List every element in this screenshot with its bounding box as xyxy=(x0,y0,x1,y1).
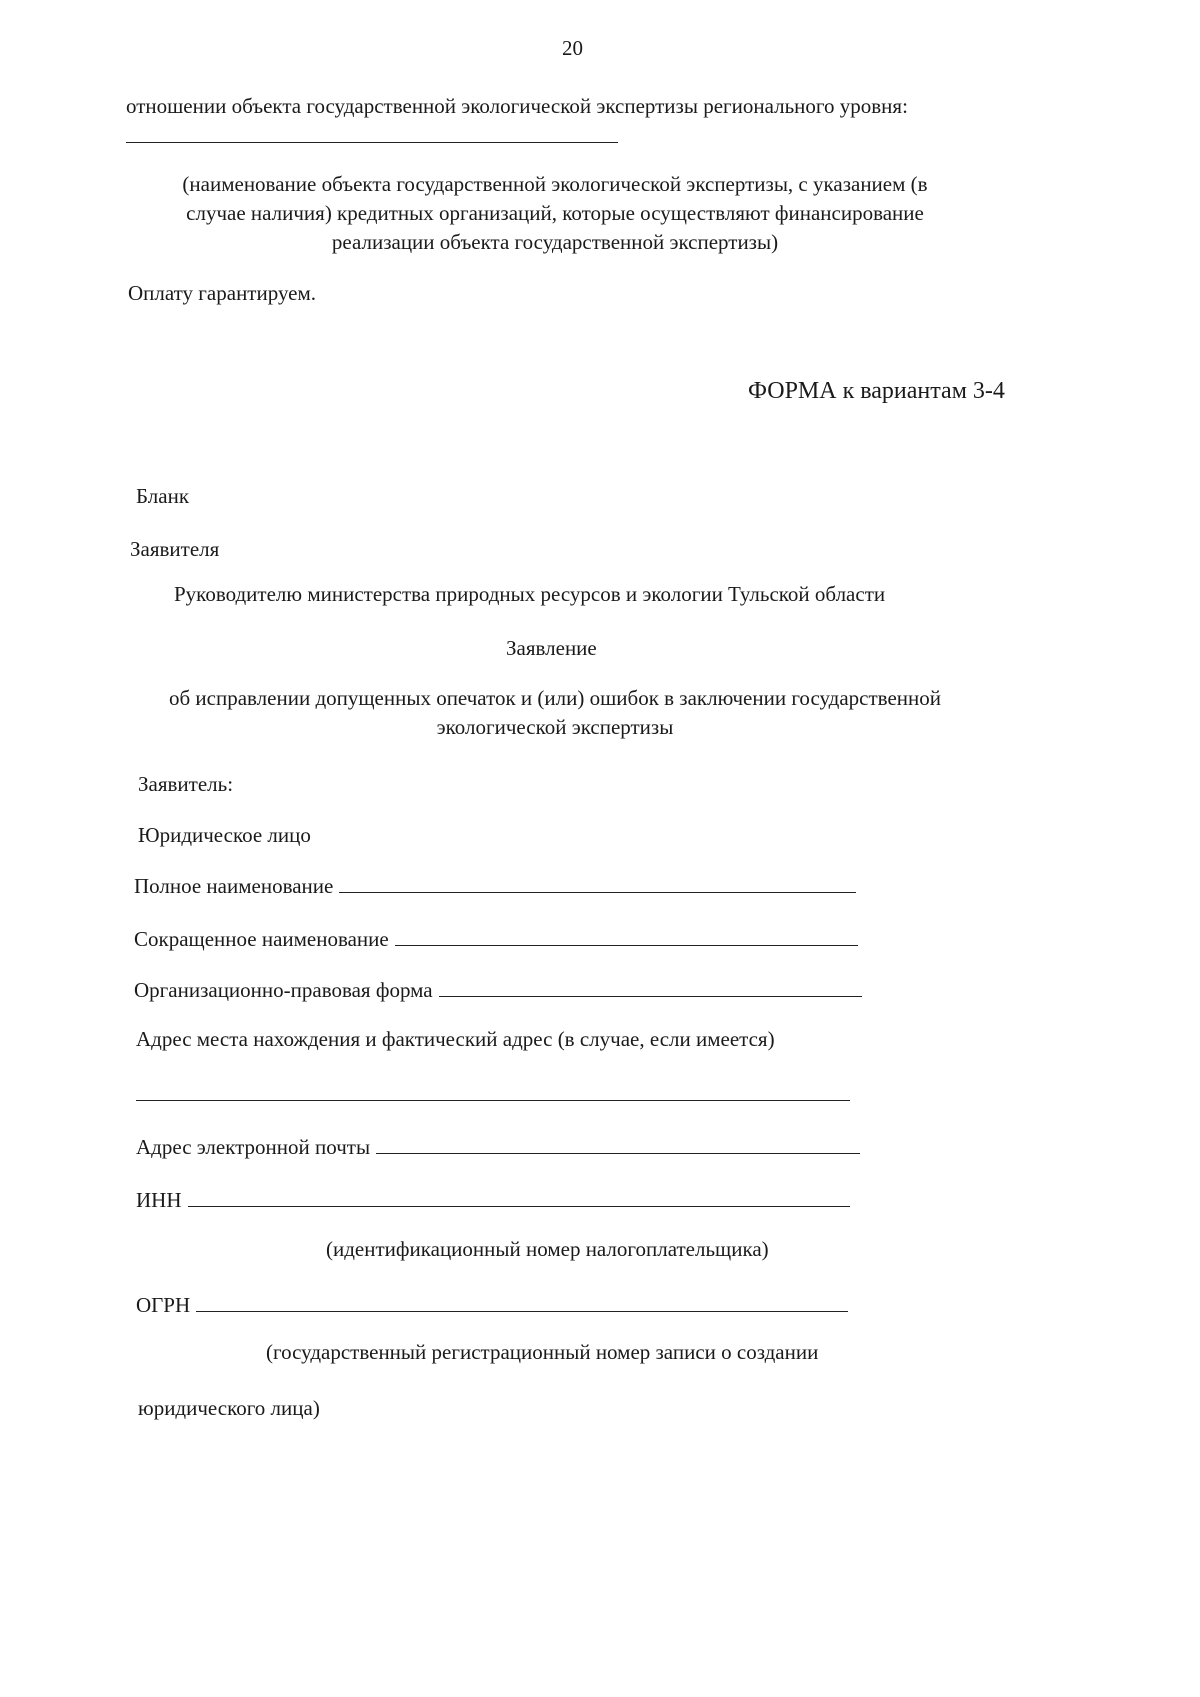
statement-subject xyxy=(130,684,980,742)
statement-title: Заявление xyxy=(506,636,597,660)
entity-type: Юридическое лицо xyxy=(138,823,311,847)
intro-text: отношении объекта государственной экологической экспертизы регионального уровня: xyxy=(126,94,908,118)
full-name-label: Полное наименование xyxy=(134,874,334,898)
address-field[interactable] xyxy=(136,1100,850,1101)
inn-field[interactable] xyxy=(188,1188,851,1207)
subject-line: об исправлении допущенных опечаток и (или) ошибок в заключении государственной xyxy=(168,686,942,710)
email-label: Адрес электронной почты xyxy=(136,1135,371,1159)
full-name-row xyxy=(134,874,856,899)
subject-line: экологической экспертизы xyxy=(436,715,674,739)
page-number: 20 xyxy=(562,36,583,60)
legal-form-row xyxy=(134,978,862,1003)
ogrn-row xyxy=(136,1293,848,1318)
caption-line: реализации объекта государственной экспертизы) xyxy=(331,230,779,254)
caption-line: случае наличия) кредитных организаций, которые осуществляют финансирование xyxy=(186,201,924,225)
inn-row xyxy=(136,1188,850,1213)
email-field[interactable] xyxy=(376,1135,860,1154)
address-label: Адрес места нахождения и фактический адрес (в случае, если имеется) xyxy=(136,1027,775,1051)
object-name-caption xyxy=(140,170,970,257)
object-name-line xyxy=(126,142,618,143)
ogrn-caption: (государственный регистрационный номер записи о создании xyxy=(266,1340,819,1364)
full-name-field[interactable] xyxy=(339,874,856,893)
ogrn-caption-continued: юридического лица) xyxy=(138,1396,320,1420)
payment-guarantee: Оплату гарантируем. xyxy=(128,281,317,305)
applicant-of-label: Заявителя xyxy=(130,537,220,561)
legal-form-field[interactable] xyxy=(439,978,862,997)
form-header: ФОРМА к вариантам 3-4 xyxy=(748,378,1005,404)
inn-caption: (идентификационный номер налогоплательщика) xyxy=(326,1237,769,1261)
ogrn-label: ОГРН xyxy=(136,1293,191,1317)
short-name-row xyxy=(134,927,858,952)
caption-line: (наименование объекта государственной экологической экспертизы, с указанием (в xyxy=(182,172,928,196)
inn-label: ИНН xyxy=(136,1188,182,1212)
applicant-label: Заявитель: xyxy=(138,772,234,796)
short-name-field[interactable] xyxy=(395,927,858,946)
ogrn-field[interactable] xyxy=(196,1293,848,1312)
blank-label: Бланк xyxy=(136,484,190,508)
short-name-label: Сокращенное наименование xyxy=(134,927,389,951)
addressee: Руководителю министерства природных ресурсов и экологии Тульской области xyxy=(174,582,886,606)
email-row xyxy=(136,1135,860,1160)
legal-form-label: Организационно-правовая форма xyxy=(134,978,433,1002)
